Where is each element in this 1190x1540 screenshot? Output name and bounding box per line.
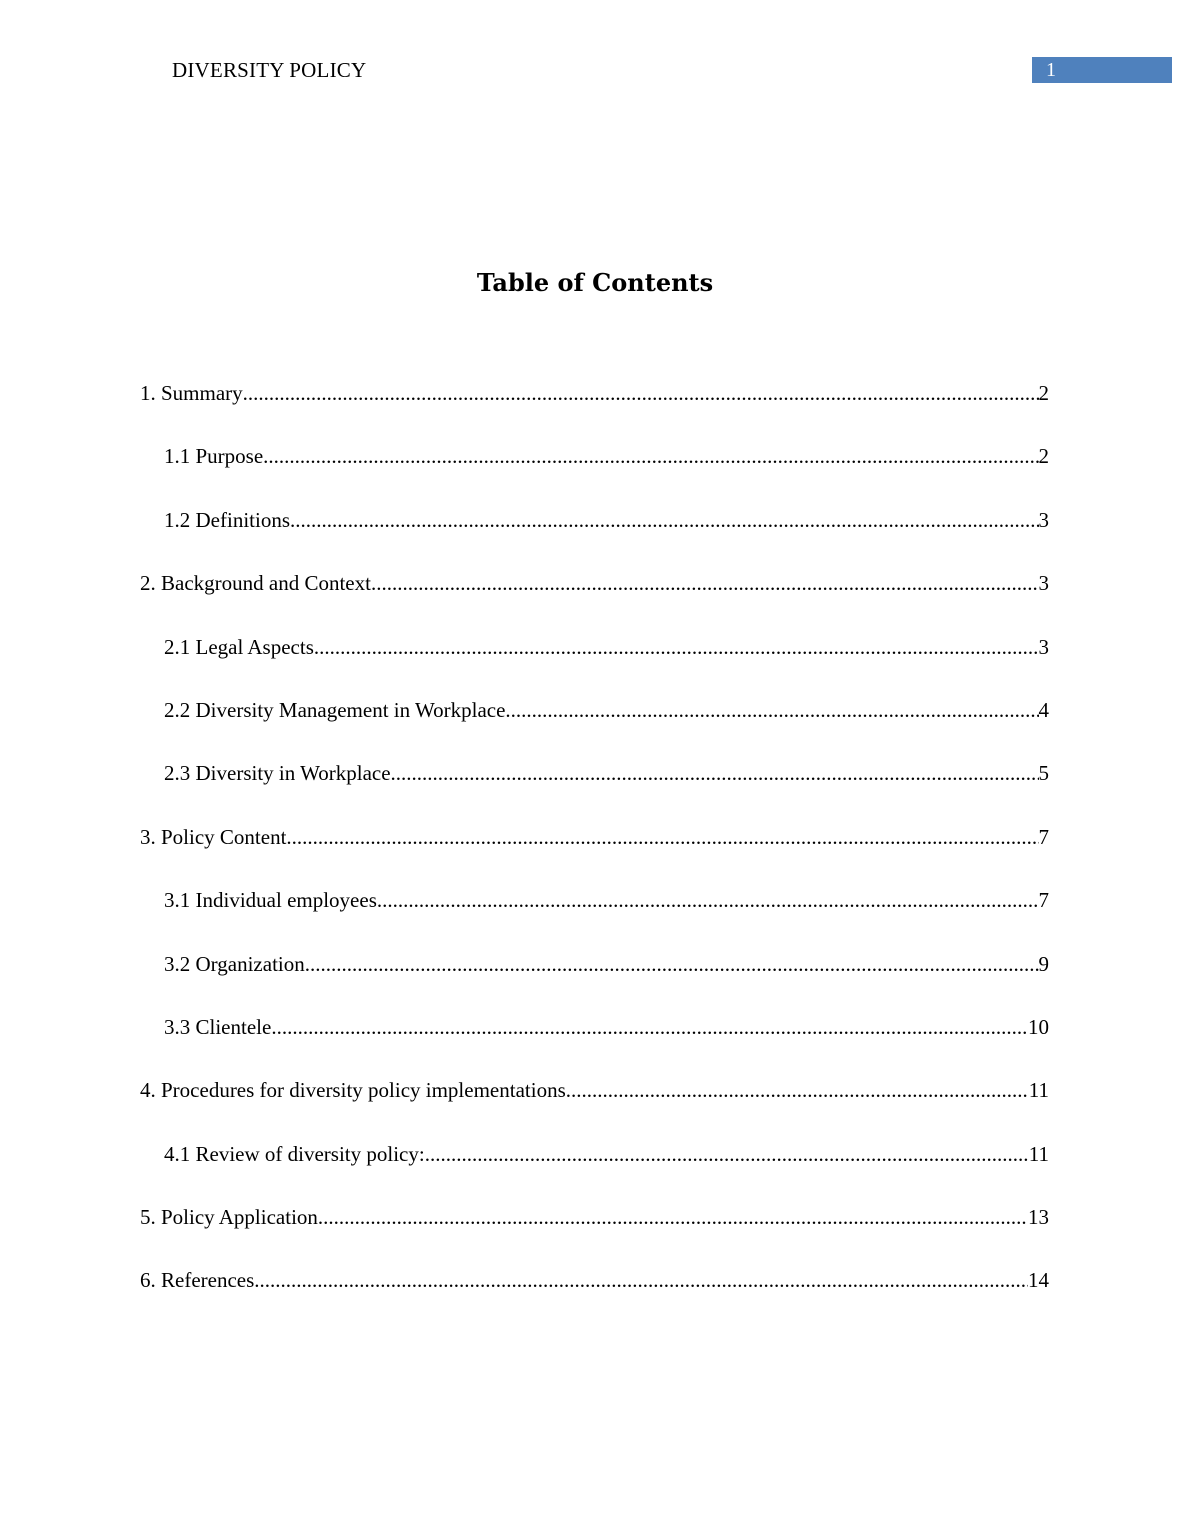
toc-entry-page: 11 bbox=[1028, 1078, 1049, 1103]
toc-dot-leader bbox=[243, 375, 1039, 411]
toc-dot-leader bbox=[425, 1136, 1029, 1172]
toc-entry-organization[interactable] bbox=[140, 946, 1049, 1009]
toc-entry-definitions[interactable] bbox=[140, 502, 1049, 565]
toc-entry-policy-content[interactable] bbox=[140, 819, 1049, 882]
toc-entry-label: 2. Background and Context bbox=[140, 571, 371, 596]
toc-dot-leader bbox=[314, 629, 1039, 665]
toc-entry-label: 1.2 Definitions bbox=[164, 507, 290, 532]
toc-entry-page: 14 bbox=[1028, 1268, 1049, 1293]
toc-entry-policy-application[interactable] bbox=[140, 1199, 1049, 1262]
toc-dot-leader bbox=[505, 692, 1038, 728]
toc-dot-leader bbox=[371, 565, 1039, 601]
toc-entry-page: 2 bbox=[1038, 381, 1049, 405]
toc-entry-label: 3.1 Individual employees bbox=[164, 888, 377, 913]
toc-entry-label: 1.1 Purpose bbox=[164, 444, 264, 469]
toc-dot-leader bbox=[271, 1009, 1028, 1045]
toc-entry-label: 3.2 Organization bbox=[164, 951, 305, 976]
header-title: DIVERSITY POLICY bbox=[172, 58, 367, 82]
toc-dot-leader bbox=[263, 438, 1038, 474]
toc-entry-label: 1. Summary bbox=[140, 381, 243, 405]
toc-entry-background-and-context[interactable] bbox=[140, 565, 1049, 628]
toc-entry-page: 11 bbox=[1028, 1141, 1049, 1166]
toc-dot-leader bbox=[305, 946, 1039, 982]
toc-dot-leader bbox=[391, 755, 1039, 791]
toc-entry-purpose[interactable] bbox=[140, 438, 1049, 501]
toc-entry-references[interactable] bbox=[140, 1262, 1049, 1325]
toc-dot-leader bbox=[377, 882, 1039, 918]
toc-entry-page: 7 bbox=[1038, 888, 1049, 913]
toc-dot-leader bbox=[254, 1262, 1028, 1298]
toc-entry-individual-employees[interactable] bbox=[140, 882, 1049, 945]
toc-entry-page: 4 bbox=[1038, 697, 1049, 722]
toc-entry-page: 9 bbox=[1038, 951, 1049, 976]
page-number-badge: 1 bbox=[1032, 57, 1172, 83]
toc-entry-label: 4.1 Review of diversity policy: bbox=[164, 1141, 425, 1166]
toc-entry-diversity-management[interactable] bbox=[140, 692, 1049, 755]
toc-entry-page: 3 bbox=[1038, 507, 1049, 532]
toc-entry-review-of-diversity-policy[interactable] bbox=[140, 1136, 1049, 1199]
toc-entry-label: 6. References bbox=[140, 1268, 255, 1293]
toc-dot-leader bbox=[566, 1072, 1029, 1108]
toc-entry-page: 13 bbox=[1028, 1205, 1049, 1230]
toc-entry-label: 3. Policy Content bbox=[140, 824, 287, 849]
table-of-contents bbox=[140, 375, 1049, 1326]
toc-entry-label: 3.3 Clientele bbox=[164, 1014, 272, 1039]
toc-entry-page: 2 bbox=[1038, 444, 1049, 469]
toc-entry-diversity-in-workplace[interactable] bbox=[140, 755, 1049, 818]
toc-entry-procedures[interactable] bbox=[140, 1072, 1049, 1135]
toc-entry-legal-aspects[interactable] bbox=[140, 629, 1049, 692]
toc-entry-clientele[interactable] bbox=[140, 1009, 1049, 1072]
toc-entry-label: 5. Policy Application bbox=[140, 1205, 318, 1230]
toc-entry-page: 5 bbox=[1038, 761, 1049, 786]
toc-entry-summary[interactable] bbox=[140, 375, 1049, 438]
toc-entry-page: 10 bbox=[1028, 1014, 1049, 1039]
toc-dot-leader bbox=[318, 1199, 1028, 1235]
toc-dot-leader bbox=[286, 819, 1038, 855]
toc-entry-page: 3 bbox=[1038, 571, 1049, 596]
toc-entry-page: 3 bbox=[1038, 634, 1049, 659]
toc-entry-label: 4. Procedures for diversity policy implementations bbox=[140, 1078, 566, 1103]
toc-entry-page: 7 bbox=[1038, 824, 1049, 849]
toc-entry-label: 2.1 Legal Aspects bbox=[164, 634, 314, 659]
toc-entry-label: 2.2 Diversity Management in Workplace bbox=[164, 697, 506, 722]
toc-heading: Table of Contents bbox=[476, 268, 714, 297]
toc-entry-label: 2.3 Diversity in Workplace bbox=[164, 761, 391, 786]
toc-dot-leader bbox=[290, 502, 1039, 538]
